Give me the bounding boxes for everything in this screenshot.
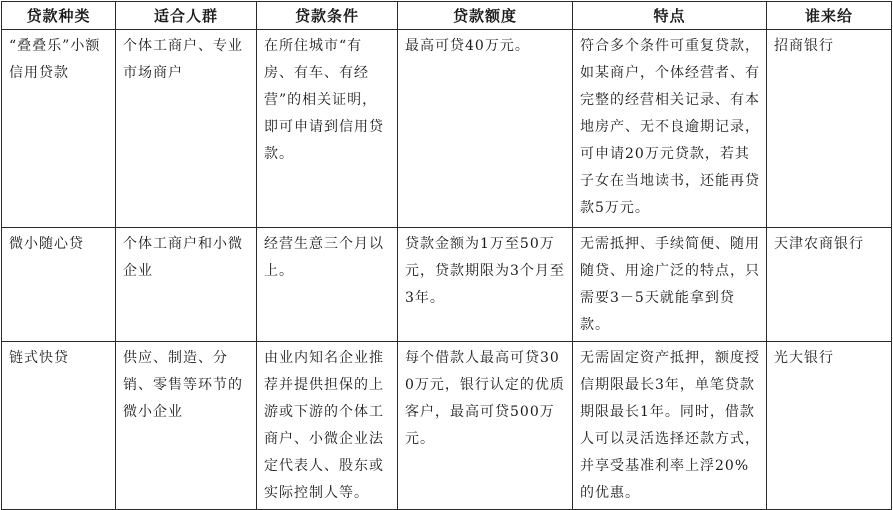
cell-loan-type: 微小随心贷 — [2, 228, 116, 342]
cell-audience: 个体工商户和小微企业 — [116, 228, 257, 342]
cell-audience: 供应、制造、分销、零售等环节的微小企业 — [116, 342, 257, 510]
table-row — [2, 30, 892, 228]
cell-audience: 个体工商户、专业市场商户 — [116, 30, 257, 228]
table-row — [2, 342, 892, 510]
cell-features: 无需抵押、手续简便、随用随贷、用途广泛的特点，只需要3－5天就能拿到贷款。 — [573, 228, 767, 342]
loan-products-table — [1, 1, 892, 510]
cell-conditions: 经营生意三个月以上。 — [257, 228, 398, 342]
cell-amount: 贷款金额为1万至50万元，贷款期限为3个月至3年。 — [398, 228, 573, 342]
header-row — [2, 2, 892, 30]
cell-loan-type: 链式快贷 — [2, 342, 116, 510]
header-bank: 谁来给 — [767, 2, 892, 30]
header-amount: 贷款额度 — [398, 2, 573, 30]
cell-features: 符合多个条件可重复贷款，如某商户，个体经营者、有完整的经营相关记录、有本地房产、无不良逾期记录，可申请20万元贷款，若其子女在当地读书，还能再贷款5万元。 — [573, 30, 767, 228]
table-row — [2, 228, 892, 342]
cell-amount: 最高可贷40万元。 — [398, 30, 573, 228]
cell-features: 无需固定资产抵押，额度授信期限最长3年，单笔贷款期限最长1年。同时，借款人可以灵活选择还款方式，并享受基准利率上浮20%的优惠。 — [573, 342, 767, 510]
cell-bank: 光大银行 — [767, 342, 892, 510]
cell-conditions: 由业内知名企业推荐并提供担保的上游或下游的个体工商户、小微企业法定代表人、股东或实际控制人等。 — [257, 342, 398, 510]
cell-amount: 每个借款人最高可贷300万元，银行认定的优质客户，最高可贷500万元。 — [398, 342, 573, 510]
cell-bank: 天津农商银行 — [767, 228, 892, 342]
header-conditions: 贷款条件 — [257, 2, 398, 30]
header-loan-type: 贷款种类 — [2, 2, 116, 30]
cell-loan-type: “叠叠乐”小额信用贷款 — [2, 30, 116, 228]
cell-bank: 招商银行 — [767, 30, 892, 228]
cell-conditions: 在所住城市“有房、有车、有经营”的相关证明，即可申请到信用贷款。 — [257, 30, 398, 228]
header-audience: 适合人群 — [116, 2, 257, 30]
header-features: 特点 — [573, 2, 767, 30]
